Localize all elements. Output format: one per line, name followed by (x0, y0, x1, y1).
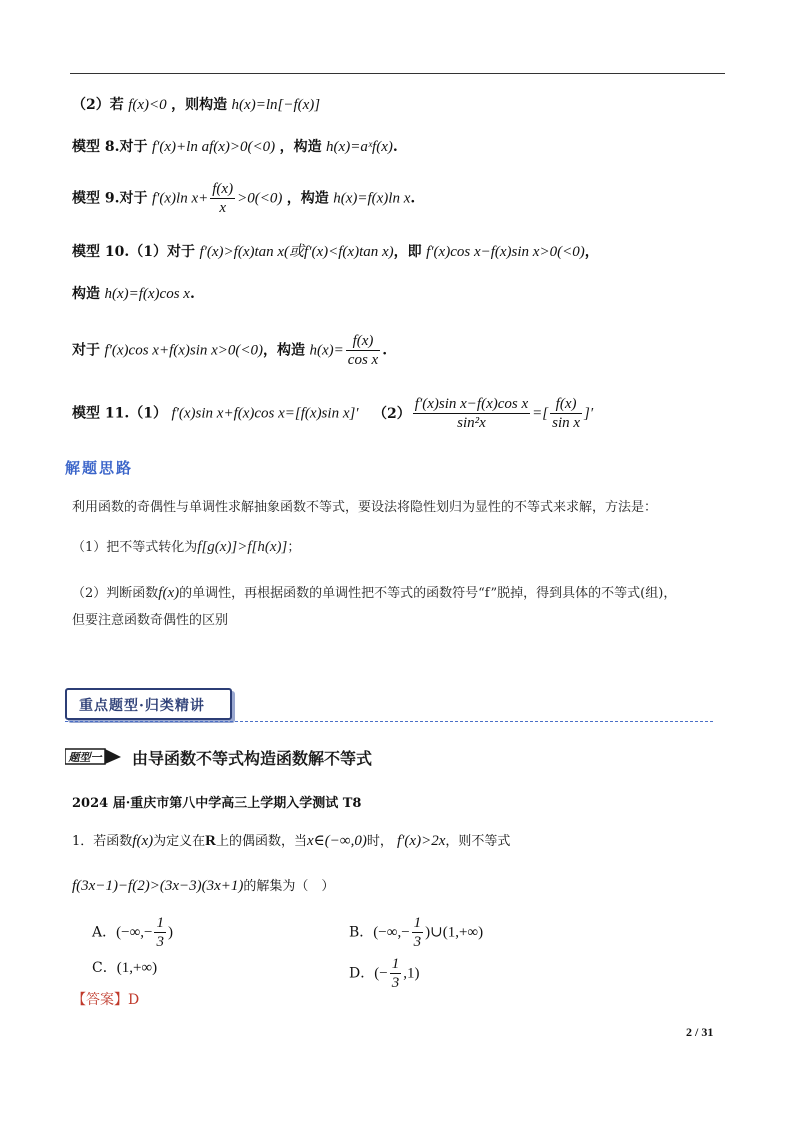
model-9-line (72, 180, 415, 217)
math-construct: h(x)=aˣf(x) (326, 139, 393, 155)
math-construct: h(x)=ln[−f(x)] (231, 97, 321, 113)
text: ，构造 (263, 342, 306, 359)
model-label: 模型 11. (72, 405, 130, 422)
option-label: D． (349, 965, 375, 982)
option-d[interactable] (349, 955, 419, 992)
text: 上的偶函数，当 (215, 834, 307, 849)
model-label: 模型 9. (72, 190, 120, 207)
math-construct: h(x)=f(x)cos x (104, 286, 190, 302)
text: . (410, 190, 416, 207)
question-number: 1． (72, 834, 94, 849)
model-10-construct (72, 284, 195, 304)
section-tag (65, 688, 232, 720)
text: 时， (366, 834, 393, 849)
option-math: (−∞,− (116, 924, 153, 941)
fraction (210, 180, 235, 217)
math-condition: f(x)<0 (128, 97, 167, 113)
math-condition: f′(x)+ln af(x)>0(<0) (151, 139, 276, 155)
model-10-line (72, 242, 599, 262)
math-condition: f′(x)ln x+ (151, 190, 209, 207)
fraction (390, 955, 402, 992)
numerator: f(x) (212, 181, 234, 197)
type-badge-label: 题型一 (68, 751, 102, 764)
fraction (412, 914, 424, 951)
option-label: A． (92, 924, 117, 941)
math-condition: f′(x)cos x−f(x)sin x>0(<0) (426, 244, 585, 260)
section-tag-label: 重点题型·归类精讲 (79, 698, 205, 714)
solution-step-1 (72, 537, 300, 558)
solution-step-2 (72, 583, 676, 604)
text: . (189, 286, 195, 302)
numerator: f(x) (346, 332, 380, 351)
math-condition: f′(x)>f(x)tan x(或f′(x)<f(x)tan x) (199, 244, 394, 260)
denominator: 3 (391, 975, 400, 991)
text: 若函数 (93, 834, 133, 849)
math-text: =[ (532, 405, 549, 422)
type-badge-icon (65, 748, 121, 766)
case-label: （2）若 (72, 97, 124, 113)
text: ，构造 (286, 190, 329, 207)
denominator: sin x (552, 415, 581, 431)
part-label: （1） (129, 405, 167, 422)
text: （1）把不等式转化为 (72, 540, 198, 555)
solution-step-2-cont: 但要注意函数奇偶性的区别 (72, 613, 229, 628)
math-condition: >0(<0) (237, 190, 283, 207)
denominator: 3 (156, 934, 164, 950)
denominator: cos x (347, 352, 379, 368)
text: 对于 (72, 342, 100, 359)
math-expression: f(3x−1)−f(2)>(3x−3)(3x+1) (72, 878, 244, 894)
numerator: 1 (156, 915, 164, 931)
option-label: C． (92, 960, 117, 976)
option-c[interactable] (92, 958, 157, 978)
part-label: （2） (373, 405, 411, 422)
math-text: ]′ (584, 405, 594, 422)
math-expression: f[g(x)]>f[h(x)] (197, 539, 288, 555)
text: ，则不等式 (445, 834, 511, 849)
math-identity: f′(x)sin x+f(x)cos x=[f(x)sin x]′ (171, 405, 359, 422)
math-condition: f′(x)cos x+f(x)sin x>0(<0) (104, 342, 264, 359)
section-title: 解题思路 (65, 459, 134, 477)
dashed-divider (65, 721, 713, 722)
page-number: 2 / 31 (686, 1025, 714, 1039)
numerator: f(x) (550, 395, 582, 414)
option-math: ,1) (403, 965, 420, 982)
option-label: B． (349, 924, 374, 941)
text: 的单调性，再根据函数的单调性把不等式的函数符号“f”脱掉，得到具体的不等式(组)， (179, 586, 677, 601)
case-2-line (72, 95, 320, 115)
text: 的解集为（ ） (243, 879, 335, 894)
header-rule (70, 73, 725, 74)
text: 构造 (72, 286, 100, 302)
numerator: f′(x)sin x−f(x)cos x (414, 396, 529, 412)
math-expression: R (205, 833, 216, 849)
option-math: (1,+∞) (116, 960, 158, 976)
text: ，构造 (279, 139, 322, 155)
math-construct: h(x)=f(x)ln x (333, 190, 411, 207)
text: ，则构造 (171, 97, 228, 113)
solution-paragraph: 利用函数的奇偶性与单调性求解抽象函数不等式，要设法将隐性划归为显性的不等式来求解，方法是： (72, 500, 658, 515)
denominator: sin²x (457, 415, 486, 431)
text: ， (584, 244, 599, 260)
text: 为定义在 (153, 834, 206, 849)
fraction (346, 332, 380, 369)
question-line-1 (72, 831, 510, 852)
model-label: 模型 8. (72, 139, 120, 155)
fraction (413, 395, 530, 432)
text: ，即 (393, 244, 422, 260)
text: . (382, 342, 388, 359)
option-math: )∪(1,+∞) (425, 924, 484, 941)
numerator: 1 (413, 915, 422, 931)
question-line-2 (72, 876, 334, 897)
text: 对于 (166, 244, 195, 260)
answer-text: 【答案】D (72, 992, 140, 1008)
denominator: 3 (413, 934, 422, 950)
type-title: 由导函数不等式构造函数解不等式 (132, 751, 373, 768)
model-10-line-3 (72, 332, 387, 369)
text: 对于 (119, 139, 148, 155)
math-expression: f(x) (158, 585, 180, 601)
model-11-line (72, 395, 593, 432)
text: . (392, 139, 398, 155)
numerator: 1 (391, 956, 400, 972)
fraction (154, 914, 166, 951)
option-math: ) (167, 924, 173, 941)
option-math: (−∞,− (373, 924, 410, 941)
question-source: 2024 届·重庆市第八中学高三上学期入学测试 T8 (72, 796, 362, 811)
model-label: 模型 10. (72, 244, 130, 260)
math-expression: f(x) (132, 833, 154, 849)
option-b[interactable] (349, 914, 483, 951)
part-label: （1） (129, 244, 167, 260)
math-expression: x∈(−∞,0) (307, 833, 367, 849)
model-8-line (72, 137, 398, 157)
fraction (550, 395, 582, 432)
denominator: x (219, 200, 226, 216)
text: （2）判断函数 (72, 586, 159, 601)
math-expression: f′(x)>2x (396, 833, 446, 849)
text: 对于 (119, 190, 148, 207)
text: ； (287, 540, 301, 555)
math-construct: h(x)= (309, 342, 344, 359)
option-math: (− (374, 965, 388, 982)
option-a[interactable] (92, 914, 173, 951)
